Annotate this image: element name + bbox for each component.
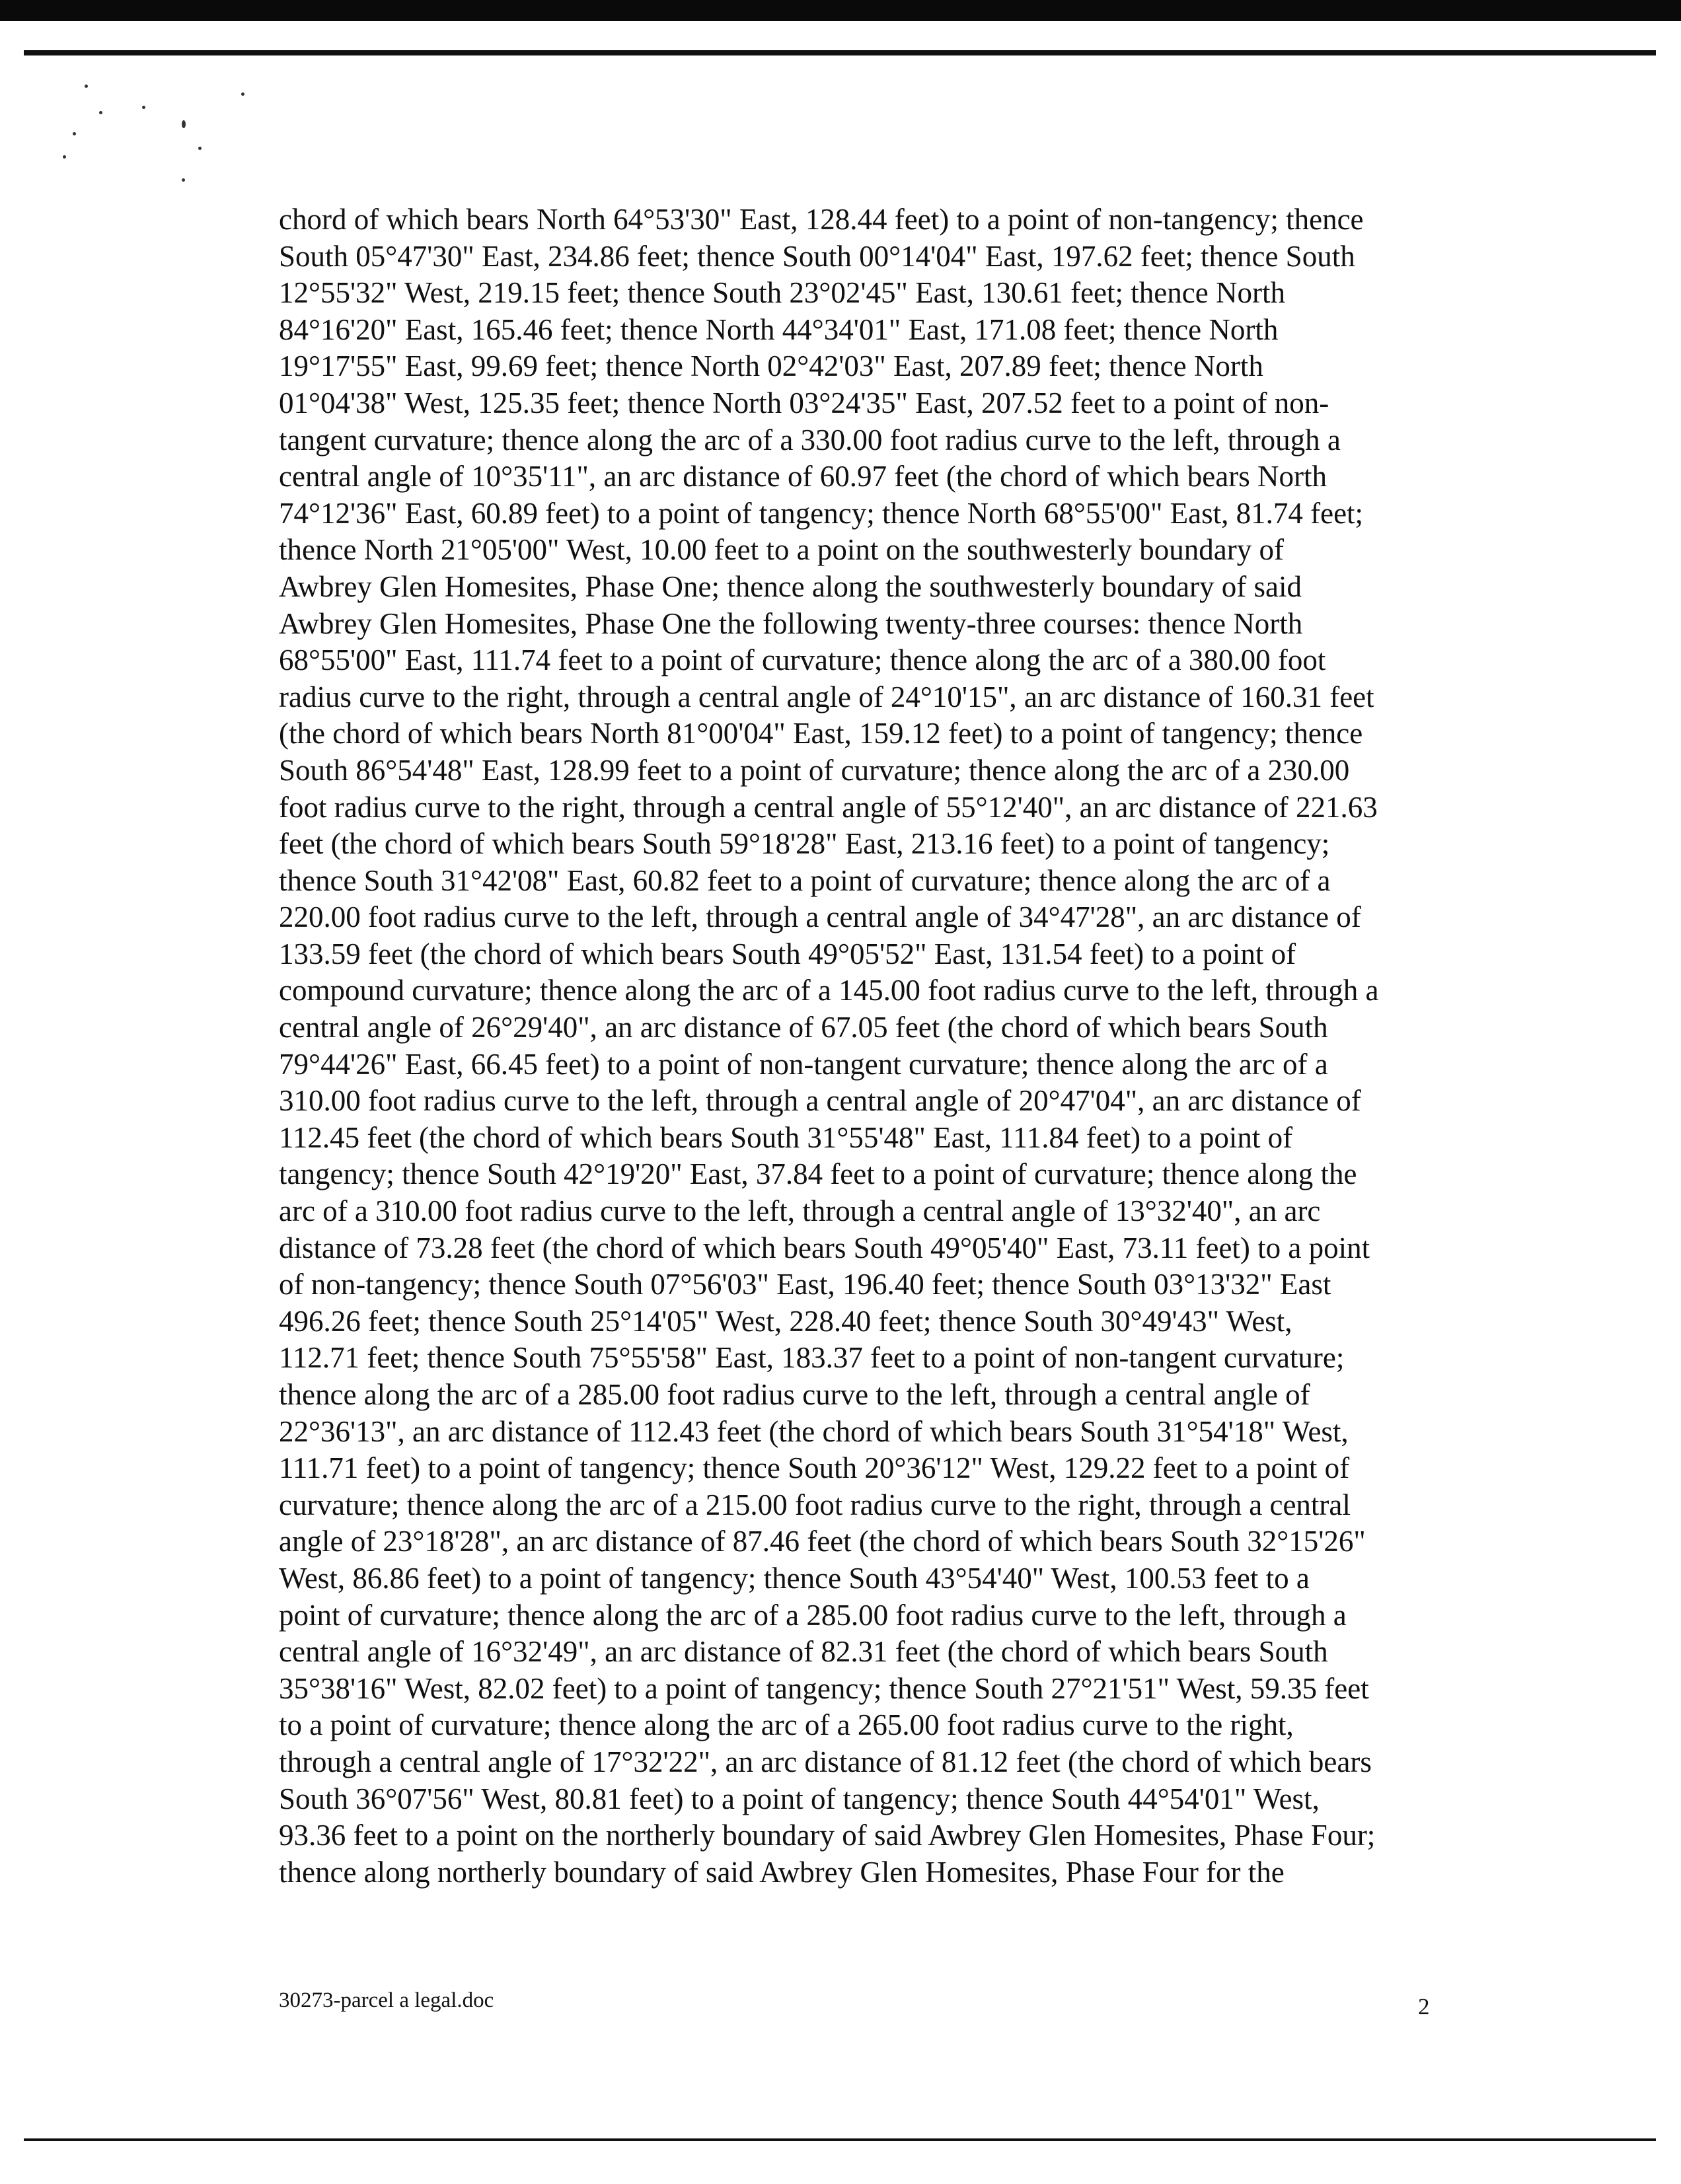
text-line: Awbrey Glen Homesites, Phase One; thence along the southwesterly boundary of said bbox=[279, 569, 1302, 603]
text-line: angle of 23°18'28", an arc distance of 87.46 feet (the chord of which bears South 32°15'26" bbox=[279, 1525, 1366, 1558]
text-line: 111.71 feet) to a point of tangency; thence South 20°36'12" West, 129.22 feet to a point of bbox=[279, 1451, 1350, 1485]
text-line: chord of which bears North 64°53'30" East, 128.44 feet) to a point of non-tangency; thence bbox=[279, 203, 1364, 236]
text-line: thence along northerly boundary of said Awbrey Glen Homesites, Phase Four for the bbox=[279, 1855, 1285, 1889]
text-line: to a point of curvature; thence along the arc of a 265.00 foot radius curve to the right, bbox=[279, 1708, 1294, 1742]
text-line: foot radius curve to the right, through a central angle of 55°12'40", an arc distance of 221.63 bbox=[279, 790, 1378, 824]
text-line: 84°16'20" East, 165.46 feet; thence North 44°34'01" East, 171.08 feet; thence North bbox=[279, 312, 1279, 346]
text-line: through a central angle of 17°32'22", an arc distance of 81.12 feet (the chord of which bears bbox=[279, 1745, 1372, 1778]
text-line: 133.59 feet (the chord of which bears South 49°05'52" East, 131.54 feet) to a point of bbox=[279, 937, 1296, 970]
scan-speck bbox=[63, 155, 66, 159]
text-line: 01°04'38" West, 125.35 feet; thence North 03°24'35" East, 207.52 feet to a point of non- bbox=[279, 386, 1329, 419]
text-line: 112.45 feet (the chord of which bears South 31°55'48" East, 111.84 feet) to a point of bbox=[279, 1120, 1293, 1154]
text-line: of non-tangency; thence South 07°56'03" East, 196.40 feet; thence South 03°13'32" East bbox=[279, 1268, 1331, 1301]
scan-speck bbox=[73, 132, 76, 135]
text-line: feet (the chord of which bears South 59°18'28" East, 213.16 feet) to a point of tangency; bbox=[279, 827, 1330, 861]
text-line: 68°55'00" East, 111.74 feet to a point of curvature; thence along the arc of a 380.00 foot bbox=[279, 643, 1326, 677]
text-line: thence North 21°05'00" West, 10.00 feet to a point on the southwesterly boundary of bbox=[279, 533, 1284, 567]
text-line: 19°17'55" East, 99.69 feet; thence North 02°42'03" East, 207.89 feet; thence North bbox=[279, 349, 1263, 383]
text-line: 74°12'36" East, 60.89 feet) to a point of tangency; thence North 68°55'00" East, 81.74 feet; bbox=[279, 496, 1364, 530]
text-line: central angle of 26°29'40", an arc distance of 67.05 feet (the chord of which bears South bbox=[279, 1011, 1328, 1044]
scan-speck bbox=[142, 106, 145, 109]
text-line: West, 86.86 feet) to a point of tangency; thence South 43°54'40" West, 100.53 feet to a bbox=[279, 1561, 1310, 1595]
text-line: arc of a 310.00 foot radius curve to the left, through a central angle of 13°32'40", an arc bbox=[279, 1194, 1321, 1228]
text-line: compound curvature; thence along the arc of a 145.00 foot radius curve to the left, through a bbox=[279, 974, 1379, 1007]
text-line: radius curve to the right, through a central angle of 24°10'15", an arc distance of 160.31 feet bbox=[279, 680, 1374, 713]
text-line: thence along the arc of a 285.00 foot radius curve to the left, through a central angle of bbox=[279, 1378, 1310, 1411]
text-line: point of curvature; thence along the arc of a 285.00 foot radius curve to the left, through a bbox=[279, 1598, 1347, 1632]
scan-speck bbox=[241, 92, 244, 96]
text-line: 310.00 foot radius curve to the left, through a central angle of 20°47'04", an arc distance of bbox=[279, 1084, 1361, 1118]
scan-speck bbox=[85, 85, 88, 88]
text-line: 112.71 feet; thence South 75°55'58" East, 183.37 feet to a point of non-tangent curvature; bbox=[279, 1341, 1345, 1375]
text-line: tangency; thence South 42°19'20" East, 37.84 feet to a point of curvature; thence along the bbox=[279, 1157, 1357, 1191]
header-rule bbox=[24, 50, 1656, 55]
text-line: curvature; thence along the arc of a 215.00 foot radius curve to the right, through a central bbox=[279, 1488, 1351, 1521]
text-line: Awbrey Glen Homesites, Phase One the following twenty-three courses: thence North bbox=[279, 606, 1303, 640]
legal-description bbox=[279, 201, 1462, 1891]
scan-speck bbox=[182, 178, 185, 182]
text-line: central angle of 16°32'49", an arc distance of 82.31 feet (the chord of which bears South bbox=[279, 1635, 1328, 1669]
text-line: 93.36 feet to a point on the northerly boundary of said Awbrey Glen Homesites, Phase Four; bbox=[279, 1819, 1376, 1852]
text-line: 79°44'26" East, 66.45 feet) to a point of non-tangent curvature; thence along the arc of a bbox=[279, 1047, 1328, 1081]
scan-speck bbox=[99, 111, 102, 114]
scan-speck bbox=[198, 147, 202, 150]
text-line: 12°55'32" West, 219.15 feet; thence South 23°02'45" East, 130.61 feet; thence North bbox=[279, 276, 1285, 310]
text-line: South 86°54'48" East, 128.99 feet to a point of curvature; thence along the arc of a 230.00 bbox=[279, 753, 1350, 787]
text-line: 22°36'13", an arc distance of 112.43 feet (the chord of which bears South 31°54'18" West, bbox=[279, 1414, 1349, 1448]
text-line: South 05°47'30" East, 234.86 feet; thence South 00°14'04" East, 197.62 feet; thence South bbox=[279, 239, 1355, 273]
text-line: distance of 73.28 feet (the chord of which bears South 49°05'40" East, 73.11 feet) to a point bbox=[279, 1231, 1370, 1264]
text-line: 220.00 foot radius curve to the left, through a central angle of 34°47'28", an arc distance of bbox=[279, 900, 1361, 934]
text-line: South 36°07'56" West, 80.81 feet) to a point of tangency; thence South 44°54'01" West, bbox=[279, 1782, 1320, 1815]
text-line: 35°38'16" West, 82.02 feet) to a point of tangency; thence South 27°21'51" West, 59.35 feet bbox=[279, 1671, 1369, 1705]
text-line: 496.26 feet; thence South 25°14'05" West, 228.40 feet; thence South 30°49'43" West, bbox=[279, 1304, 1292, 1338]
scan-top-border bbox=[0, 0, 1681, 21]
text-line: (the chord of which bears North 81°00'04" East, 159.12 feet) to a point of tangency; thence bbox=[279, 717, 1363, 750]
footer-filename: 30273-parcel a legal.doc bbox=[279, 1988, 494, 2012]
page-number: 2 bbox=[1418, 1994, 1430, 2020]
scan-speck bbox=[182, 120, 186, 128]
text-line: tangent curvature; thence along the arc of a 330.00 foot radius curve to the left, through a bbox=[279, 423, 1341, 456]
text-line: central angle of 10°35'11", an arc distance of 60.97 feet (the chord of which bears North bbox=[279, 460, 1327, 493]
text-line: thence South 31°42'08" East, 60.82 feet to a point of curvature; thence along the arc of a bbox=[279, 863, 1331, 897]
footer-rule bbox=[24, 2138, 1656, 2141]
